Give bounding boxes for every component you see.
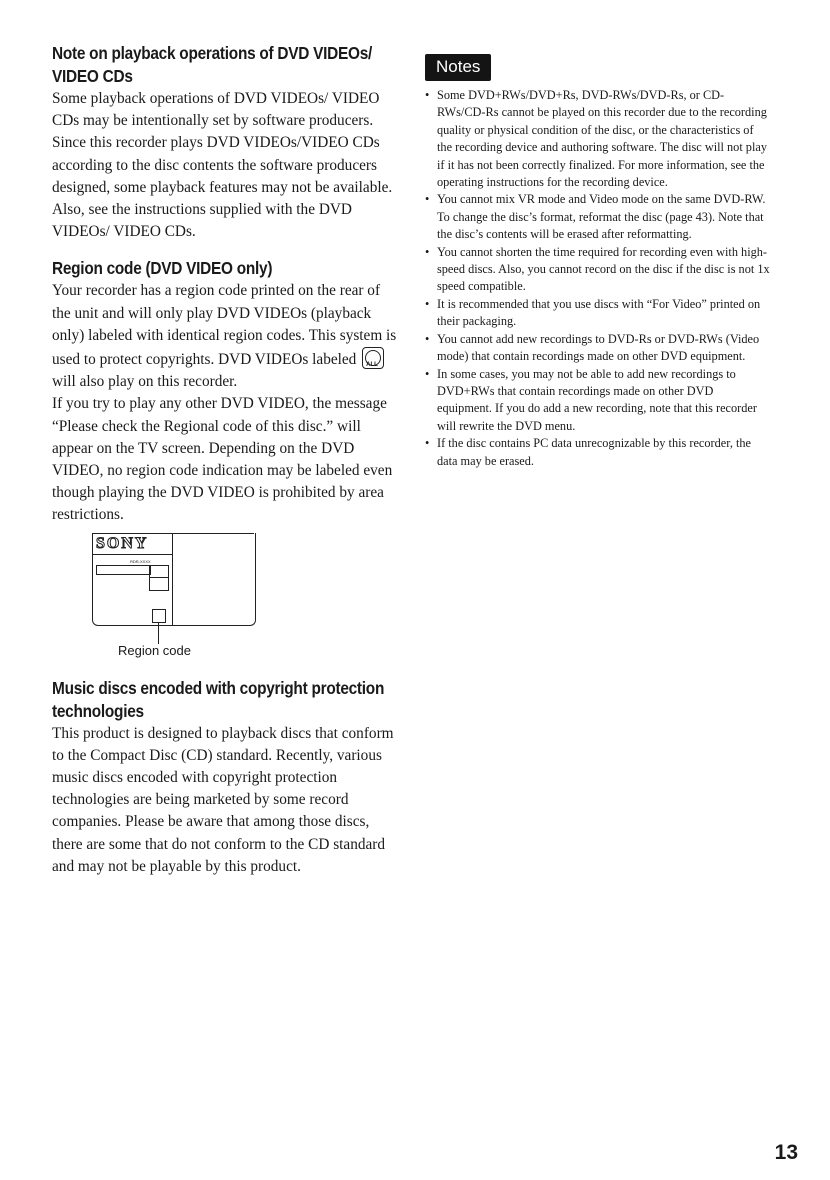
- music-body: This product is designed to playback discs that conform to the Compact Disc (CD) standard. Recently, various music discs encoded with copyright protection technologies are being marketed by some record companies. Please be aware that among those discs, there are some that do not conform to the CD standard and may not be playable by this product.: [52, 724, 394, 875]
- region-all-logo-icon: ALL: [362, 347, 384, 369]
- figure-model-label: RDR-XXXX: [130, 558, 151, 564]
- note-item: • You cannot add new recordings to DVD-Rs or DVD-RWs (Video mode) that contain recordings made on other DVD equipment.: [425, 331, 770, 366]
- region-body-2: If you try to play any other DVD VIDEO, the message “Please check the Regional code of this disc.” will appear on the TV screen. Depending on the DVD VIDEO, no region code indication may be labeled even though playing the DVD VIDEO is prohibited by area restrictions.: [52, 395, 393, 524]
- note-item: • If the disc contains PC data unrecognizable by this recorder, the data may be erased.: [425, 435, 770, 470]
- region-heading: Region code (DVD VIDEO only): [52, 258, 273, 279]
- music-section: [52, 677, 397, 878]
- figure-brand-logo: SONY: [96, 534, 149, 552]
- playback-body: Some playback operations of DVD VIDEOs/ VIDEO CDs may be intentionally set by software producers. Since this recorder plays DVD VIDEOs/VIDEO CDs according to the disc contents the software producers designed, some playback features may not be available. Also, see the instructions supplied with the DVD VIDEOs/ VIDEO CDs.: [52, 90, 393, 241]
- region-globe-icon: [152, 609, 166, 623]
- playback-section: [52, 42, 397, 243]
- right-column: [425, 54, 770, 470]
- notes-list: [425, 87, 770, 470]
- region-section: [52, 257, 397, 662]
- region-body: Your recorder has a region code printed on the rear of the unit and will only play DVD VIDEOs (playback only) labeled with identical region codes. This system is used to protect copyrights. DVD VIDEOs labeled ALL will also play on this recorder.: [52, 282, 397, 391]
- note-item: • You cannot mix VR mode and Video mode on the same DVD-RW. To change the disc’s format, reformat the disc (page 43). Note that the disc’s contents will be erased after reformatting.: [425, 191, 770, 243]
- music-heading: Music discs encoded with copyright protection technologies: [52, 677, 385, 721]
- note-item: • In some cases, you may not be able to add new recordings to DVD+RWs that contain recordings made on other DVD equipment. If you do add a new recording, note that this recorder will rewrite the DVD menu.: [425, 366, 770, 436]
- notes-badge: Notes: [425, 54, 491, 81]
- playback-heading: Note on playback operations of DVD VIDEOs/ VIDEO CDs: [52, 43, 373, 86]
- page-number: 13: [774, 1141, 798, 1164]
- note-item: • You cannot shorten the time required for recording even with high-speed discs. Also, you cannot record on the disc if the disc is not 1x speed compatible.: [425, 244, 770, 296]
- region-code-figure: [52, 533, 397, 663]
- figure-caption: Region code: [118, 642, 191, 658]
- note-item: • It is recommended that you use discs with “For Video” printed on their packaging.: [425, 296, 770, 331]
- note-item: • Some DVD+RWs/DVD+Rs, DVD-RWs/DVD-Rs, or CD-RWs/CD-Rs cannot be played on this recorder due to the recording quality or physical condition of the disc, or the characteristics of the recording device and authoring software. The disc will not play if it has not been correctly finalized. For more information, see the operating instructions for the recording device.: [425, 87, 770, 191]
- left-column: [52, 42, 397, 892]
